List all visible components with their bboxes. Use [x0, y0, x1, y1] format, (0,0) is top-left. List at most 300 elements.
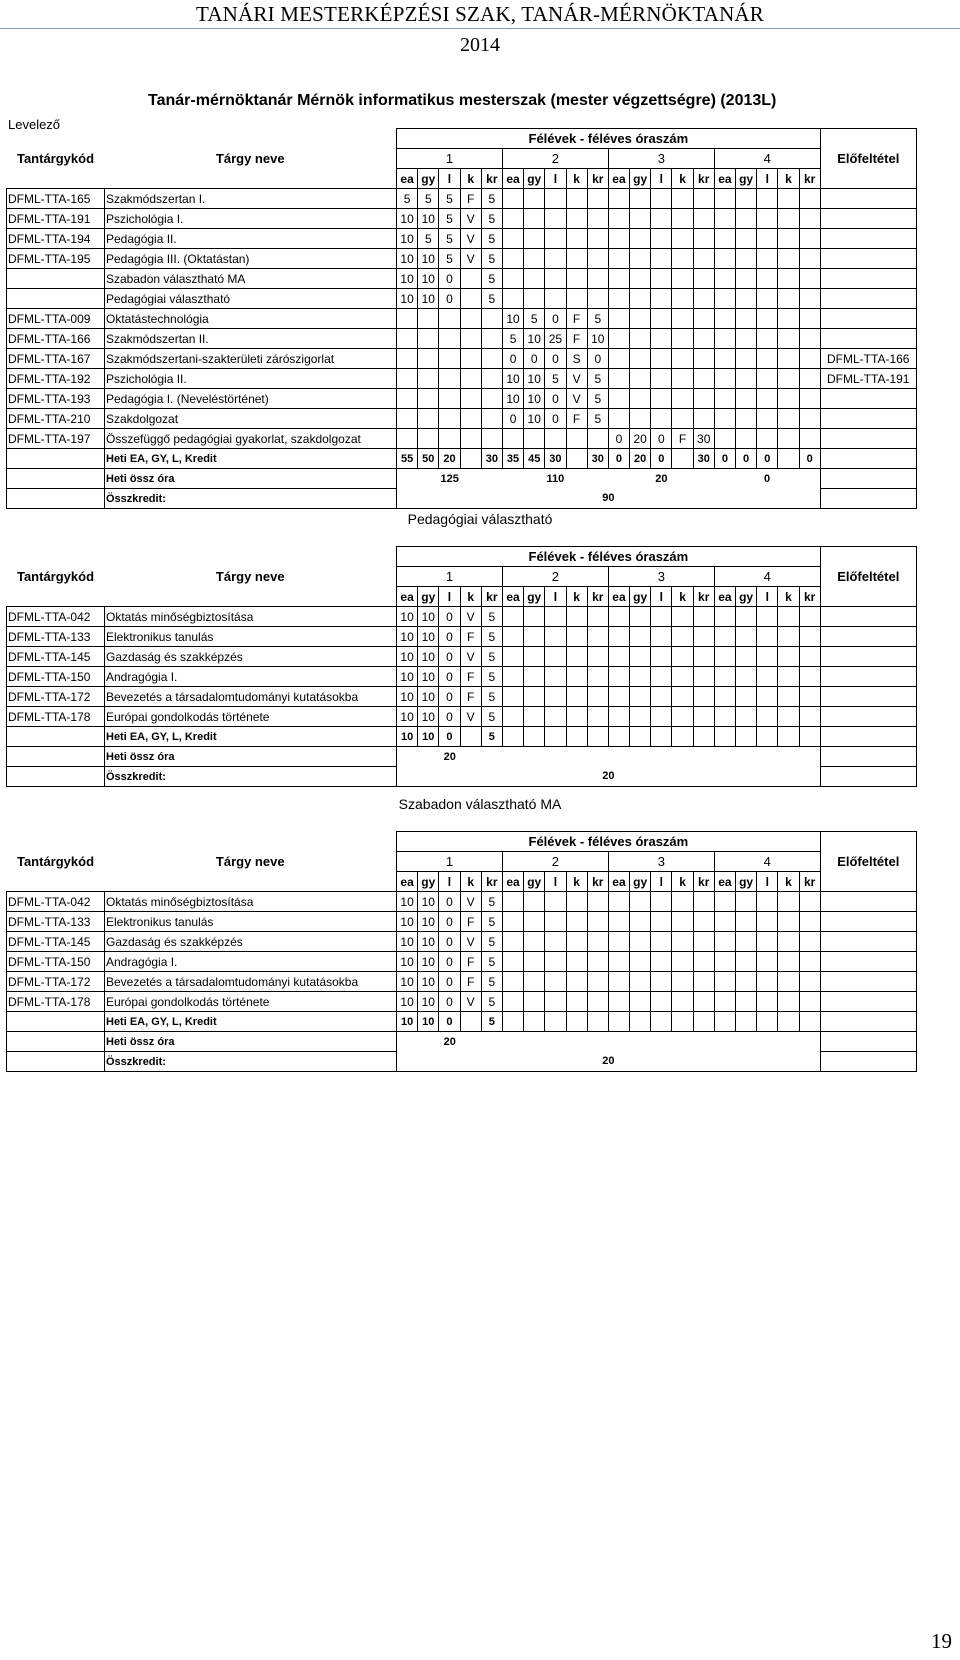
weekly-label: Heti EA, GY, L, Kredit — [105, 449, 397, 469]
hour-cell — [693, 409, 714, 429]
weekly-value — [630, 1012, 651, 1032]
hour-cell — [587, 972, 608, 992]
hour-cell — [714, 229, 735, 249]
summary-blank — [7, 767, 105, 787]
hour-cell — [460, 329, 481, 349]
course-name: Pszichológia I. — [105, 209, 397, 229]
hour-cell — [714, 687, 735, 707]
hour-cell: 10 — [397, 932, 418, 952]
hour-cell: 20 — [630, 429, 651, 449]
hour-cell — [545, 269, 566, 289]
hour-cell — [566, 932, 587, 952]
hour-cell — [481, 389, 502, 409]
summary-blank — [7, 727, 105, 747]
subcolumn-header-gy: gy — [736, 872, 757, 892]
summary-blank — [820, 767, 916, 787]
hour-cell — [672, 687, 693, 707]
header-blank — [820, 129, 916, 149]
hour-cell — [608, 189, 629, 209]
hour-cell — [460, 309, 481, 329]
weekly-value — [608, 727, 629, 747]
weekly-value — [608, 1012, 629, 1032]
weekly-value — [736, 1012, 757, 1032]
hour-cell: V — [460, 249, 481, 269]
hour-cell: 5 — [481, 952, 502, 972]
hour-cell: 5 — [502, 329, 523, 349]
hour-cell — [608, 892, 629, 912]
weekly-value: 0 — [608, 449, 629, 469]
hour-cell — [651, 952, 672, 972]
course-row — [7, 409, 917, 429]
hour-cell — [630, 647, 651, 667]
hour-cell — [608, 249, 629, 269]
hour-cell — [460, 369, 481, 389]
hour-cell: 5 — [439, 249, 460, 269]
hour-cell — [778, 707, 799, 727]
hour-cell — [587, 289, 608, 309]
hour-cell — [502, 647, 523, 667]
weekly-value — [587, 727, 608, 747]
weekly-summary-row — [7, 727, 917, 747]
hour-cell: 10 — [418, 269, 439, 289]
weekly-value: 20 — [439, 449, 460, 469]
course-code: DFML-TTA-191 — [7, 209, 105, 229]
hour-cell — [693, 369, 714, 389]
hour-cell — [799, 229, 820, 249]
hour-cell — [502, 707, 523, 727]
hour-cell — [397, 429, 418, 449]
hour-cell — [799, 329, 820, 349]
hour-cell: 0 — [439, 707, 460, 727]
summary-blank — [820, 1052, 916, 1072]
hour-cell — [587, 229, 608, 249]
hour-cell — [566, 429, 587, 449]
course-name: Pedagógia I. (Neveléstörténet) — [105, 389, 397, 409]
hour-cell: 5 — [481, 687, 502, 707]
semester-number-header: 3 — [608, 149, 714, 169]
hour-cell — [545, 249, 566, 269]
hour-cell — [630, 992, 651, 1012]
prerequisite-cell — [820, 627, 916, 647]
weekly-value: 10 — [418, 727, 439, 747]
hour-cell: 10 — [418, 952, 439, 972]
hour-cell — [799, 932, 820, 952]
study-mode-label: Levelező — [8, 117, 61, 132]
hour-cell: 5 — [481, 289, 502, 309]
hour-cell — [672, 389, 693, 409]
hour-cell — [630, 249, 651, 269]
hour-cell — [524, 952, 545, 972]
hour-cell — [608, 667, 629, 687]
course-code: DFML-TTA-009 — [7, 309, 105, 329]
hour-cell: V — [460, 892, 481, 912]
summary-blank — [820, 727, 916, 747]
hour-cell — [693, 309, 714, 329]
prerequisite-cell — [820, 912, 916, 932]
prerequisite-cell — [820, 992, 916, 1012]
hour-cell: 10 — [502, 369, 523, 389]
hour-cell — [714, 892, 735, 912]
hour-cell — [714, 189, 735, 209]
hour-cell: 10 — [397, 269, 418, 289]
weekly-value: 55 — [397, 449, 418, 469]
hour-cell — [502, 687, 523, 707]
subcolumn-header-ea: ea — [608, 872, 629, 892]
subcolumn-header-ea: ea — [502, 872, 523, 892]
hour-cell — [524, 429, 545, 449]
hour-cell — [566, 952, 587, 972]
hour-cell — [736, 607, 757, 627]
course-code: DFML-TTA-194 — [7, 229, 105, 249]
hour-cell — [651, 647, 672, 667]
course-code: DFML-TTA-145 — [7, 932, 105, 952]
weekly-value — [524, 1012, 545, 1032]
summary-blank — [820, 469, 916, 489]
hour-cell — [587, 269, 608, 289]
hour-cell — [714, 627, 735, 647]
subcolumn-header-gy: gy — [736, 587, 757, 607]
weekly-total-value — [714, 747, 820, 767]
hour-cell — [736, 952, 757, 972]
total-credit-value: 20 — [397, 767, 821, 787]
hour-cell: 10 — [502, 309, 523, 329]
course-row — [7, 269, 917, 289]
hour-cell — [524, 269, 545, 289]
course-row — [7, 952, 917, 972]
hour-cell — [481, 369, 502, 389]
header-divider — [0, 28, 960, 29]
hour-cell — [545, 607, 566, 627]
hour-cell — [545, 189, 566, 209]
hour-cell — [502, 972, 523, 992]
hour-cell — [524, 647, 545, 667]
hour-cell — [439, 409, 460, 429]
header-row — [7, 852, 917, 872]
subcolumn-header-gy: gy — [524, 169, 545, 189]
hour-cell: 10 — [418, 249, 439, 269]
curriculum-title: Tanár-mérnöktanár Mérnök informatikus mesterszak (mester végzettségre) (2013L) — [148, 92, 777, 109]
hour-cell: 0 — [545, 349, 566, 369]
hour-cell — [757, 952, 778, 972]
hour-cell — [502, 912, 523, 932]
subcolumn-header-kr: kr — [481, 587, 502, 607]
hour-cell — [693, 269, 714, 289]
hour-cell — [672, 707, 693, 727]
hour-cell: 0 — [545, 309, 566, 329]
weekly-value — [736, 727, 757, 747]
hour-cell — [524, 912, 545, 932]
hour-cell — [651, 627, 672, 647]
subcolumn-header-l: l — [757, 872, 778, 892]
hour-cell — [587, 209, 608, 229]
hour-cell: 0 — [439, 667, 460, 687]
hour-cell — [630, 269, 651, 289]
course-name: Oktatás minőségbiztosítása — [105, 892, 397, 912]
course-name: Összefüggő pedagógiai gyakorlat, szakdolgozat — [105, 429, 397, 449]
hour-cell — [566, 607, 587, 627]
hour-cell: 5 — [481, 972, 502, 992]
hour-cell — [736, 647, 757, 667]
hour-cell: 5 — [481, 189, 502, 209]
course-name: Andragógia I. — [105, 667, 397, 687]
header-row — [7, 129, 917, 149]
hour-cell — [566, 687, 587, 707]
weekly-label: Heti EA, GY, L, Kredit — [105, 727, 397, 747]
course-row — [7, 329, 917, 349]
prerequisite-cell — [820, 269, 916, 289]
prerequisite-cell — [820, 647, 916, 667]
subcolumn-header-kr: kr — [481, 872, 502, 892]
hour-cell — [608, 687, 629, 707]
header-row — [7, 872, 917, 892]
hour-cell — [757, 687, 778, 707]
hour-cell: 10 — [587, 329, 608, 349]
weekly-value — [566, 1012, 587, 1032]
hour-cell — [672, 992, 693, 1012]
header-blank — [7, 832, 397, 852]
hour-cell — [587, 249, 608, 269]
subcolumn-header-gy: gy — [524, 587, 545, 607]
hour-cell — [693, 229, 714, 249]
hour-cell — [714, 309, 735, 329]
hour-cell: 10 — [418, 647, 439, 667]
header-blank — [820, 547, 916, 567]
header-row — [7, 567, 917, 587]
weekly-total-value — [502, 1032, 608, 1052]
course-name: Pedagógia III. (Oktatástan) — [105, 249, 397, 269]
hour-cell: 10 — [524, 329, 545, 349]
hour-cell: 5 — [481, 209, 502, 229]
weekly-value — [778, 727, 799, 747]
hour-cell — [608, 369, 629, 389]
hour-cell — [672, 309, 693, 329]
hour-cell — [693, 667, 714, 687]
hour-cell — [608, 289, 629, 309]
semesters-header: Félévek - féléves óraszám — [397, 547, 821, 567]
prerequisite-cell — [820, 289, 916, 309]
section-title: Pedagógiai választható — [407, 511, 553, 527]
hour-cell — [630, 912, 651, 932]
subcolumn-header-gy: gy — [418, 587, 439, 607]
hour-cell — [545, 667, 566, 687]
weekly-value: 0 — [651, 449, 672, 469]
hour-cell: 10 — [397, 667, 418, 687]
hour-cell — [799, 992, 820, 1012]
hour-cell — [481, 409, 502, 429]
hour-cell — [502, 627, 523, 647]
prerequisite-cell — [820, 892, 916, 912]
hour-cell — [608, 309, 629, 329]
hour-cell — [397, 369, 418, 389]
hour-cell — [397, 329, 418, 349]
course-name: Elektronikus tanulás — [105, 912, 397, 932]
hour-cell: 0 — [545, 389, 566, 409]
hour-cell — [587, 992, 608, 1012]
weekly-value — [460, 727, 481, 747]
weekly-value — [693, 727, 714, 747]
weekly-total-value: 20 — [443, 750, 456, 763]
prerequisite-cell: DFML-TTA-191 — [820, 369, 916, 389]
hour-cell — [502, 289, 523, 309]
course-row — [7, 289, 917, 309]
subcolumn-header-kr: kr — [693, 169, 714, 189]
prerequisite-cell — [820, 189, 916, 209]
prerequisite-cell — [820, 309, 916, 329]
hour-cell: 5 — [397, 189, 418, 209]
course-code: DFML-TTA-192 — [7, 369, 105, 389]
hour-cell: 10 — [418, 912, 439, 932]
course-name: Szakmódszertani-szakterületi zárószigorlat — [105, 349, 397, 369]
course-code: DFML-TTA-197 — [7, 429, 105, 449]
hour-cell — [524, 289, 545, 309]
header-blank — [820, 872, 916, 892]
hour-cell — [693, 329, 714, 349]
weekly-value: 10 — [397, 1012, 418, 1032]
hour-cell — [608, 349, 629, 369]
hour-cell — [799, 189, 820, 209]
hour-cell — [672, 249, 693, 269]
hour-cell — [799, 349, 820, 369]
summary-blank — [820, 1012, 916, 1032]
hour-cell — [799, 952, 820, 972]
hour-cell — [693, 627, 714, 647]
hour-cell — [545, 912, 566, 932]
hour-cell — [524, 687, 545, 707]
hour-cell — [736, 429, 757, 449]
hour-cell: F — [460, 972, 481, 992]
hour-cell — [672, 229, 693, 249]
hour-cell — [672, 607, 693, 627]
weekly-value — [502, 1012, 523, 1032]
hour-cell — [778, 269, 799, 289]
semester-number-header: 2 — [502, 567, 608, 587]
weekly-value: 10 — [418, 1012, 439, 1032]
subcolumn-header-gy: gy — [630, 587, 651, 607]
page-header-year: 2014 — [460, 34, 500, 56]
hour-cell — [757, 912, 778, 932]
hour-cell — [714, 409, 735, 429]
hour-cell — [736, 229, 757, 249]
weekly-value: 50 — [418, 449, 439, 469]
weekly-value: 0 — [439, 1012, 460, 1032]
course-code: DFML-TTA-145 — [7, 647, 105, 667]
weekly-total-value: 20 — [443, 1035, 456, 1048]
semester-number-header: 4 — [714, 149, 820, 169]
hour-cell — [651, 189, 672, 209]
hour-cell: 0 — [439, 647, 460, 667]
hour-cell: F — [460, 667, 481, 687]
hour-cell — [566, 189, 587, 209]
hour-cell: 30 — [693, 429, 714, 449]
curriculum-table — [6, 831, 917, 1072]
hour-cell — [502, 667, 523, 687]
hour-cell — [502, 189, 523, 209]
weekly-summary-row — [7, 449, 917, 469]
hour-cell — [799, 892, 820, 912]
hour-cell — [630, 627, 651, 647]
header-row — [7, 149, 917, 169]
course-code: DFML-TTA-042 — [7, 607, 105, 627]
hour-cell — [608, 389, 629, 409]
hour-cell — [693, 932, 714, 952]
hour-cell — [502, 607, 523, 627]
hour-cell — [778, 647, 799, 667]
hour-cell — [651, 369, 672, 389]
hour-cell — [714, 972, 735, 992]
weekly-value — [757, 1012, 778, 1032]
hour-cell — [736, 349, 757, 369]
course-row — [7, 249, 917, 269]
hour-cell — [418, 329, 439, 349]
subcolumn-header-gy: gy — [418, 169, 439, 189]
course-name: Pedagógiai választható — [105, 289, 397, 309]
hour-cell: 10 — [418, 892, 439, 912]
hour-cell — [587, 627, 608, 647]
hour-cell — [630, 409, 651, 429]
course-row — [7, 189, 917, 209]
hour-cell — [630, 667, 651, 687]
hour-cell: V — [566, 389, 587, 409]
course-name: Szakmódszertan I. — [105, 189, 397, 209]
hour-cell: 10 — [397, 892, 418, 912]
hour-cell — [418, 369, 439, 389]
course-code: DFML-TTA-195 — [7, 249, 105, 269]
hour-cell — [757, 289, 778, 309]
hour-cell — [714, 667, 735, 687]
hour-cell — [630, 369, 651, 389]
hour-cell — [757, 309, 778, 329]
hour-cell — [778, 912, 799, 932]
hour-cell — [566, 209, 587, 229]
hour-cell: 5 — [587, 409, 608, 429]
subcolumn-header-k: k — [778, 169, 799, 189]
hour-cell — [587, 892, 608, 912]
hour-cell — [799, 369, 820, 389]
hour-cell — [502, 249, 523, 269]
hour-cell — [418, 389, 439, 409]
header-blank — [7, 169, 397, 189]
semester-number-header: 2 — [502, 149, 608, 169]
hour-cell: F — [566, 309, 587, 329]
hour-cell — [608, 912, 629, 932]
hour-cell — [630, 607, 651, 627]
weekly-value — [460, 1012, 481, 1032]
hour-cell — [757, 329, 778, 349]
subcolumn-header-ea: ea — [714, 587, 735, 607]
hour-cell: F — [460, 952, 481, 972]
subcolumn-header-gy: gy — [418, 872, 439, 892]
hour-cell — [757, 429, 778, 449]
hour-cell — [757, 369, 778, 389]
hour-cell: 10 — [397, 992, 418, 1012]
hour-cell — [693, 952, 714, 972]
hour-cell — [608, 992, 629, 1012]
hour-cell: V — [460, 992, 481, 1012]
course-name: Bevezetés a társadalomtudományi kutatásokba — [105, 972, 397, 992]
hour-cell — [757, 707, 778, 727]
course-name: Bevezetés a társadalomtudományi kutatásokba — [105, 687, 397, 707]
hour-cell — [799, 667, 820, 687]
summary-blank — [820, 747, 916, 767]
hour-cell — [524, 667, 545, 687]
hour-cell — [799, 409, 820, 429]
subcolumn-header-ea: ea — [397, 169, 418, 189]
hour-cell — [566, 972, 587, 992]
hour-cell — [587, 647, 608, 667]
hour-cell — [418, 349, 439, 369]
hour-cell — [608, 409, 629, 429]
weekly-value: 35 — [502, 449, 523, 469]
